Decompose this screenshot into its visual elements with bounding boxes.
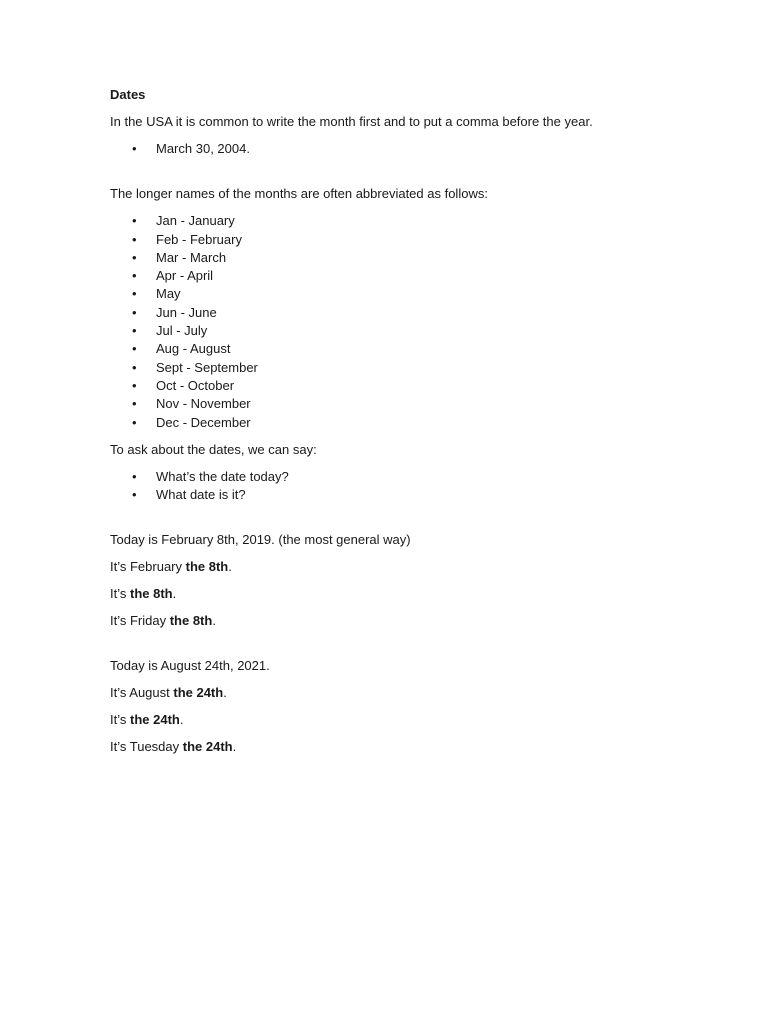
list-item <box>110 486 670 504</box>
example2-today: Today is August 24th, 2021. <box>110 658 270 674</box>
month-item-text: Jun - June <box>156 304 217 320</box>
example2-line3-bold: the 24th <box>182 739 233 755</box>
bullet-icon: • <box>132 304 137 320</box>
spacer <box>110 167 670 185</box>
bullet-icon: • <box>132 377 137 393</box>
month-item-text: Nov - November <box>156 396 251 412</box>
example1-line1-bold: the 8th <box>185 559 229 575</box>
list-item <box>110 304 670 322</box>
bullet-icon: • <box>132 323 137 339</box>
document-body <box>110 86 670 765</box>
list-item <box>110 377 670 395</box>
list-item <box>110 249 670 267</box>
months-list <box>110 212 670 432</box>
example1-line1-suffix: . <box>228 559 232 575</box>
bullet-icon: • <box>132 141 137 156</box>
list-item <box>110 267 670 285</box>
example1-line2 <box>110 585 670 603</box>
intro-paragraph: In the USA it is common to write the month first and to put a comma before the year. <box>110 114 593 129</box>
example1-line3-bold: the 8th <box>169 613 213 629</box>
example2-line3-prefix: It’s Tuesday <box>110 739 183 755</box>
spacer <box>110 513 670 531</box>
bullet-icon: • <box>132 359 137 375</box>
example2-line1 <box>110 684 670 702</box>
bullet-icon: • <box>132 249 137 265</box>
bullet-icon: • <box>132 468 137 484</box>
example2-line2 <box>110 711 670 729</box>
month-item-text: Mar - March <box>156 249 227 265</box>
example2-line2-bold: the 24th <box>130 712 180 728</box>
example1-line3-suffix: . <box>212 613 216 629</box>
list-item <box>110 212 670 230</box>
questions-list <box>110 468 670 505</box>
example2-line3 <box>110 738 670 756</box>
list-item <box>110 140 670 158</box>
list-item <box>110 231 670 249</box>
example2-line2-suffix: . <box>179 712 184 728</box>
example1-line1-prefix: It’s February <box>110 559 186 575</box>
month-item-text: Apr - April <box>156 268 214 284</box>
heading-dates: Dates <box>110 87 146 102</box>
bullet-icon: • <box>132 231 137 247</box>
list-item <box>110 414 670 432</box>
ask-intro-paragraph: To ask about the dates, we can say: <box>110 441 317 457</box>
month-item-text: Jan - January <box>156 213 235 229</box>
list-item-text: March 30, 2004. <box>156 141 250 156</box>
example2-line1-bold: the 24th <box>173 685 224 701</box>
example1-line2-suffix: . <box>172 586 177 602</box>
month-item-text: Sept - September <box>156 359 258 375</box>
bullet-icon: • <box>132 213 137 229</box>
example-list <box>110 140 670 158</box>
example1-line2-bold: the 8th <box>130 586 173 602</box>
month-item-text: Aug - August <box>156 341 231 357</box>
list-item <box>110 468 670 486</box>
question-item-text: What date is it? <box>156 487 246 503</box>
example2-line2-prefix: It’s <box>110 712 130 728</box>
example2-line3-suffix: . <box>232 739 237 755</box>
bullet-icon: • <box>132 341 137 357</box>
example1-line3-prefix: It’s Friday <box>110 613 170 629</box>
month-item-text: May <box>156 286 181 302</box>
example1-line2-prefix: It’s <box>110 586 130 602</box>
month-item-text: Feb - February <box>156 231 242 247</box>
example2-line1-suffix: . <box>223 685 227 701</box>
example2-line1-prefix: It’s August <box>110 685 174 701</box>
month-item-text: Jul - July <box>156 323 208 339</box>
bullet-icon: • <box>132 487 137 503</box>
list-item <box>110 395 670 413</box>
question-item-text: What’s the date today? <box>156 468 289 484</box>
abbrev-intro-paragraph: The longer names of the months are often abbreviated as follows: <box>110 186 488 202</box>
list-item <box>110 285 670 303</box>
bullet-icon: • <box>132 396 137 412</box>
bullet-icon: • <box>132 414 137 430</box>
example1-today: Today is February 8th, 2019. (the most general way) <box>110 532 411 548</box>
month-item-text: Dec - December <box>156 414 251 430</box>
example1-line3 <box>110 612 670 630</box>
list-item <box>110 340 670 358</box>
example1-line1 <box>110 558 670 576</box>
month-item-text: Oct - October <box>156 377 235 393</box>
list-item <box>110 322 670 340</box>
bullet-icon: • <box>132 286 137 302</box>
list-item <box>110 359 670 377</box>
spacer <box>110 639 670 657</box>
bullet-icon: • <box>132 268 137 284</box>
